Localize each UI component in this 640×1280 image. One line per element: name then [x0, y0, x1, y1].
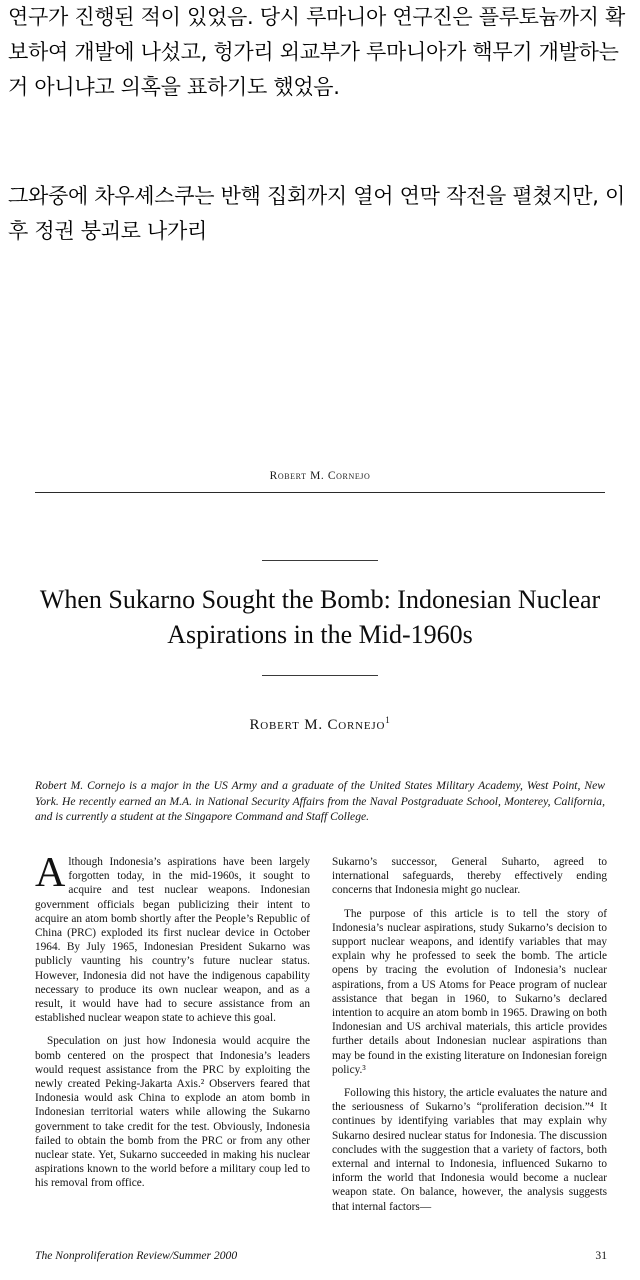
body-columns: [35, 850, 607, 1245]
korean-paragraph-2: 그와중에 차우셰스쿠는 반핵 집회까지 열어 연막 작전을 펼쳤지만, 이후 정권 붕괴로 나가리: [8, 184, 625, 243]
korean-paragraph-1: 연구가 진행된 적이 있었음. 당시 루마니아 연구진은 플루토늄까지 확보하여 개발에 나섰고, 헝가리 외교부가 루마니아가 핵무기 개발하는거 아니냐고 의혹을 표하기도 했었음.: [8, 5, 625, 99]
journal-citation: The Nonproliferation Review/Summer 2000: [35, 1249, 238, 1262]
left-paragraph-1-text: lthough Indonesia’s aspirations have been largely forgotten today, in the mid-1960s, it sought to acquire and test nuclear weapons. Indonesian government officials began publicizing their intent to acquire an atom bomb shortly after the People’s Republic of China (PRC) exploded its first nuclear device in October 1964. By July 1965, Indonesian President Sukarno was publicly vaunting his country’s future nuclear status. However, Indonesia did not have the indigenous capability necessary to produce its own nuclear weapon, and as a result, it would have had to secure assistance from an established nuclear weapon state to achieve this goal.: [35, 856, 310, 1025]
right-paragraph-1: Sukarno’s successor, General Suharto, agreed to international safeguards, thereby effectively ending concerns that Indonesia might go nuclear.: [332, 856, 607, 897]
right-paragraph-2: The purpose of this article is to tell the story of Indonesia’s nuclear aspirations, study Sukarno’s decision to support nuclear weapons, and identify variables that may explain why he professed to seek the bomb. The article opens by tracing the evolution of Indonesia’s nuclear aspirations, from a US Atoms for Peace program of nuclear assistance that began in 1960, to Sukarno’s declared intention to acquire an atom bomb in 1965. Drawing on both Indonesian and US archival materials, this article provides further details about Indonesian nuclear aspirations than may be found in the existing literature on Indonesian foreign policy.³: [332, 907, 607, 1076]
left-paragraph-1: [35, 850, 310, 1025]
scanned-article: [0, 430, 640, 1280]
author-name: Robert M. Cornejo: [249, 717, 386, 733]
author-byline: [35, 715, 605, 734]
author-footnote-marker: 1: [385, 715, 391, 725]
korean-commentary-block: [0, 0, 640, 249]
running-head: Robert M. Cornejo: [269, 470, 371, 482]
right-paragraph-3: Following this history, the article evaluates the nature and the seriousness of Sukarno’s “proliferation decision.”⁴ It continues by identifying variables that may explain why Sukarno desired nuclear status for Indonesia. The discussion concludes with the suggestion that a variety of factors, both external and internal to Indonesia, influenced Sukarno to inform the world that Indonesia would become a nuclear weapon state. On balance, however, the analysis suggests that internal factors—: [332, 1087, 607, 1213]
left-paragraph-2: Speculation on just how Indonesia would acquire the bomb centered on the prospect that Indonesia’s leaders would request assistance from the PRC by exploiting the newly created Peking-Jakarta Axis.² Observers feared that Indonesia would ask China to explode an atom bomb in Indonesian territorial waters while allowing the Sukarno government to take credit for the test. Obviously, Indonesia failed to obtain the bomb from the PRC or from any other nuclear state. Yet, Sukarno succeeded in making his nuclear aspirations known to the world before a military coup led to his removal from office.: [35, 1035, 310, 1190]
drop-cap: A: [35, 850, 66, 896]
page-footer: [35, 1249, 607, 1262]
article-title: When Sukarno Sought the Bomb: Indonesian Nuclear Aspirations in the Mid-1960s: [39, 585, 601, 649]
page-number: 31: [595, 1249, 607, 1262]
author-bio: Robert M. Cornejo is a major in the US Army and a graduate of the United States Military Academy, West Point, New York. He recently earned an M.A. in National Security Affairs from the Naval Postgraduate School, Monterey, California, and is currently a student at the Singapore Command and Staff College.: [35, 779, 605, 823]
column-left: [35, 850, 310, 1245]
header-rule: [35, 492, 605, 493]
column-right: [332, 855, 607, 1245]
title-rule-below: [262, 675, 378, 676]
title-rule-above: [262, 560, 378, 561]
